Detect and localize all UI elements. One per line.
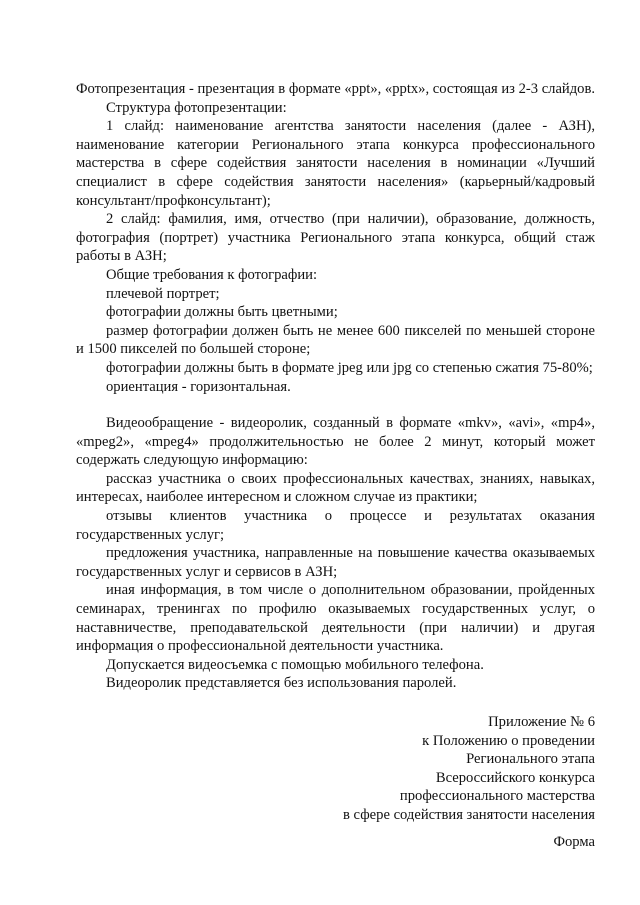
video-item-reviews: отзывы клиентов участника о процессе и результатах оказания государственных услуг; — [76, 508, 595, 543]
photo-requirement-format: фотографии должны быть в формате jpeg или jpg со степенью сжатия 75-80%; — [106, 359, 593, 376]
video-mobile-allowed: Допускается видеосъемка с помощью мобильного телефона. — [106, 656, 484, 673]
video-item-proposals: предложения участника, направленные на повышение качества оказываемых государственных услуг и сервисов в АЗН; — [76, 545, 595, 580]
form-label: Форма — [553, 834, 595, 850]
appendix-line-4: Всероссийского конкурса — [435, 769, 595, 786]
photo-requirements-heading: Общие требования к фотографии: — [106, 266, 318, 283]
photo-presentation-structure-heading: Структура фотопрезентации: — [106, 99, 287, 116]
main-text-block — [76, 80, 595, 693]
appendix-line-5: профессионального мастерства — [399, 788, 595, 805]
photo-requirement-color: фотографии должны быть цветными; — [106, 304, 338, 321]
photo-requirement-orientation: ориентация - горизонтальная. — [106, 378, 291, 395]
photo-presentation-definition: Фотопрезентация - презентация в формате «ppt», «pptx», состоящая из 2-3 слайдов. — [76, 81, 596, 97]
photo-requirement-portrait: плечевой портрет; — [106, 285, 220, 302]
appendix-line-2: к Положению о проведении — [422, 732, 595, 749]
video-item-story: рассказ участника о своих профессиональных качествах, знаниях, навыках, интересах, наиболее интересном и сложном случае из практики; — [76, 470, 595, 506]
appendix-line-6: в сфере содействия занятости населения — [343, 806, 595, 823]
appendix-number: Приложение № 6 — [488, 714, 595, 730]
video-item-other-info: иная информация, в том числе о дополнительном образовании, пройденных семинарах, тренингах по профилю оказываемых государственных услуг, о наставничестве, преподавательской деятельности (при наличии) и другая информация о профессиональной деятельности участника. — [76, 582, 595, 655]
section-spacer — [76, 396, 595, 414]
appendix-header — [343, 713, 595, 825]
video-no-passwords: Видеоролик представляется без использования паролей. — [106, 675, 457, 692]
slide-2-description: 2 слайд: фамилия, имя, отчество (при наличии), образование, должность, фотография (портрет) участника Регионального этапа конкурса, общий стаж работы в АЗН; — [76, 211, 595, 265]
appendix-line-3: Регионального этапа — [466, 751, 595, 768]
photo-requirement-size: размер фотографии должен быть не менее 600 пикселей по меньшей стороне и 1500 пикселей по большей стороне; — [76, 322, 595, 358]
video-address-definition: Видеообращение - видеоролик, созданный в формате «mkv», «avi», «mp4», «mpeg2», «mpeg4» продолжительностью не более 2 минут, который может содержать следующую информацию: — [76, 415, 595, 469]
slide-1-description: 1 слайд: наименование агентства занятости населения (далее - АЗН), наименование категории Регионального этапа конкурса профессионального мастерства в сфере содействия занятости населения в номинации «Лучший специалист в сфере содействия занятости населения» (карьерный/кадровый консультант/профконсультант); — [76, 118, 595, 209]
